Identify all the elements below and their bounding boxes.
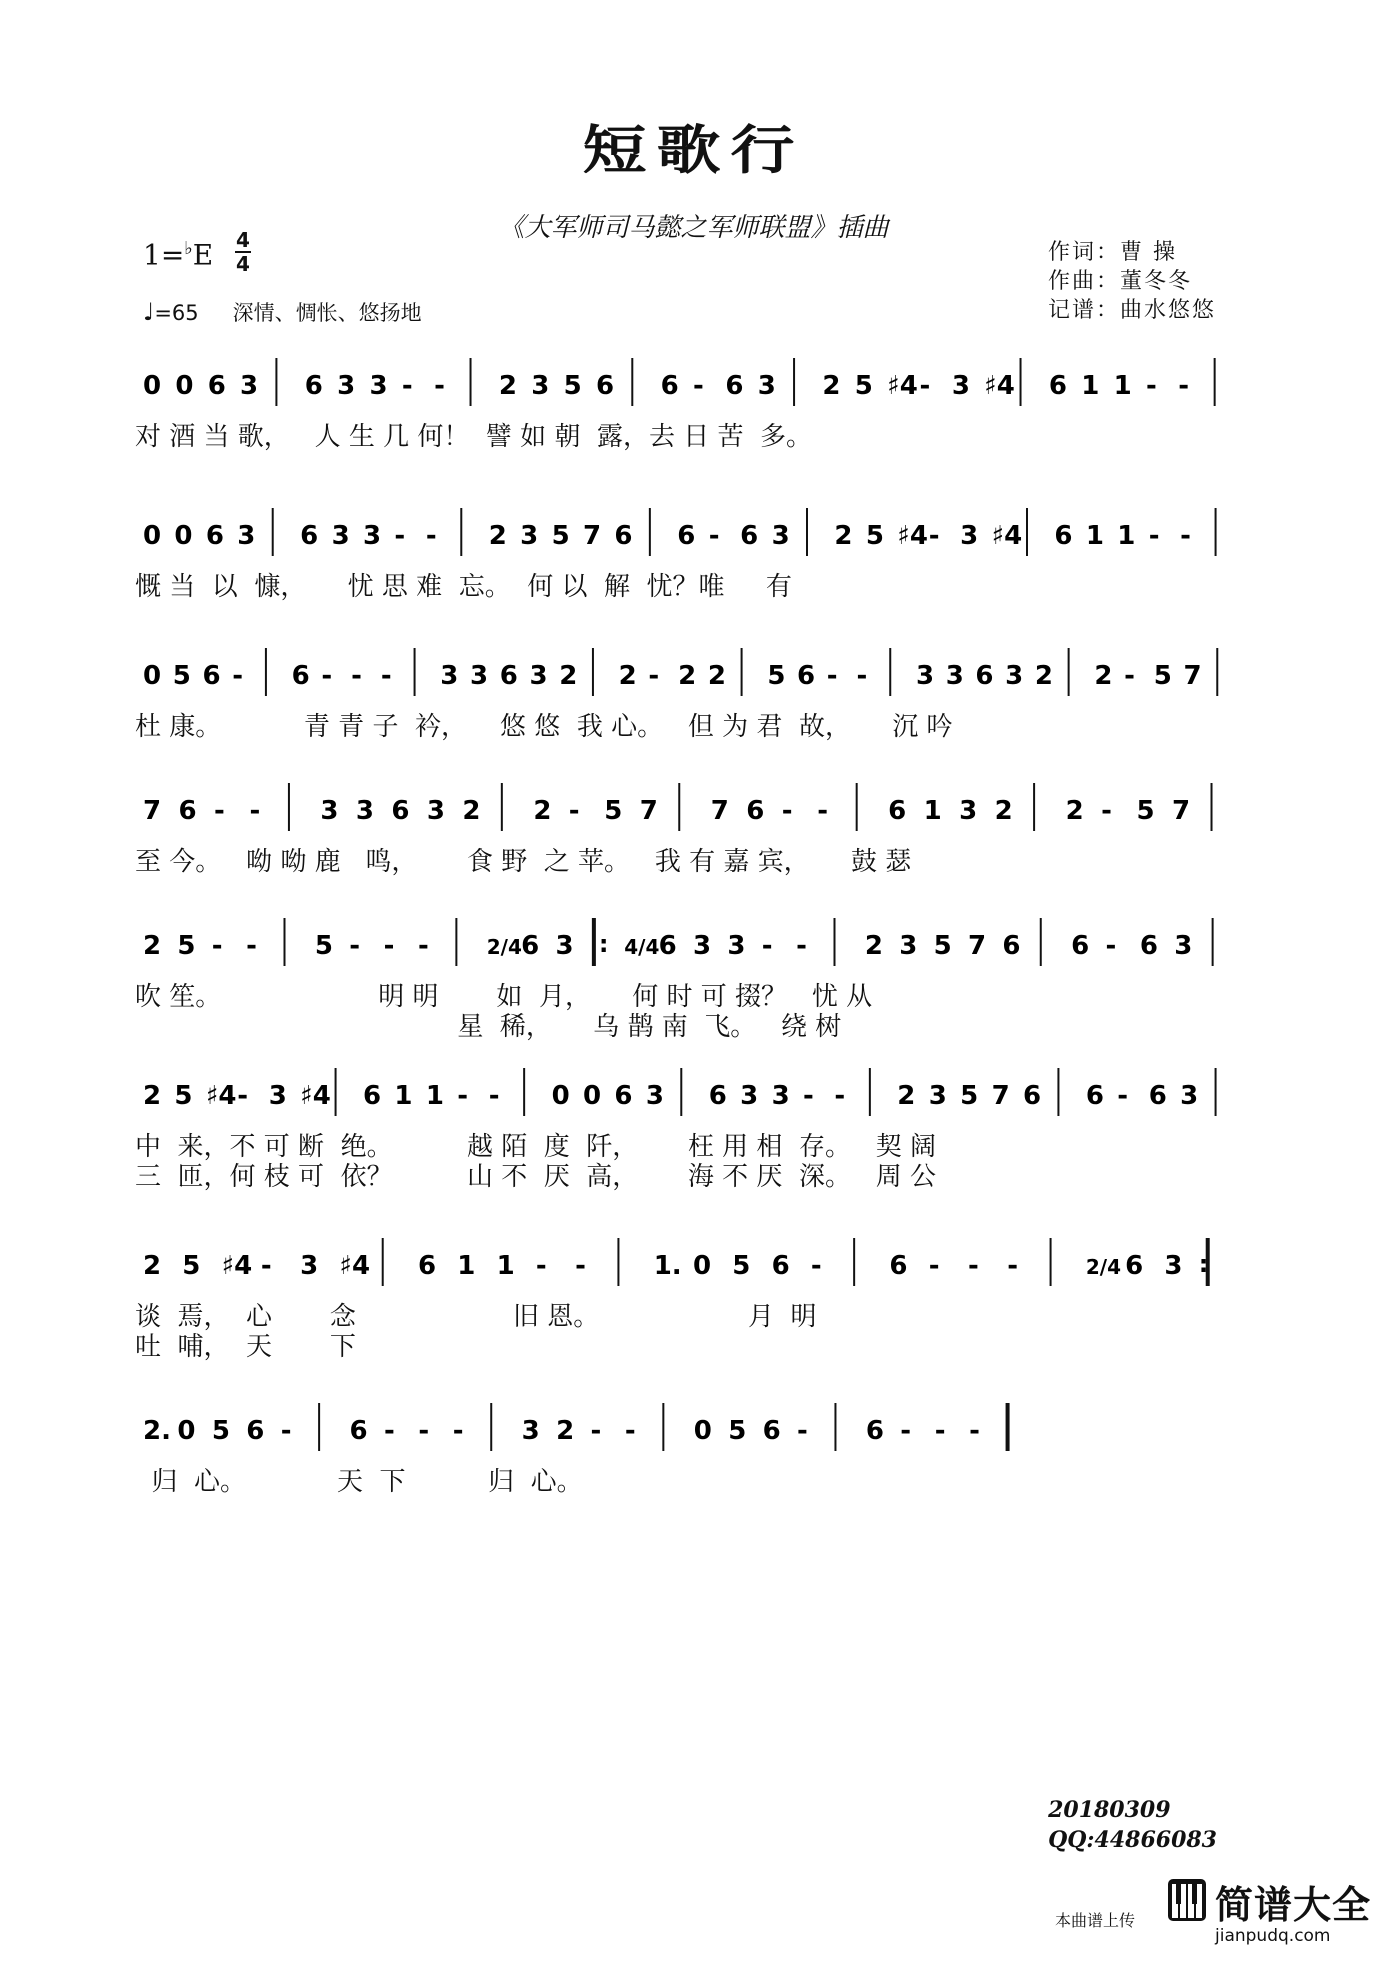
lyric-line: 三 匝，何 枝 可 依？ 山 不 厌 高， 海 不 厌 深。 周 公 [135, 1162, 936, 1192]
note-token: - [394, 521, 406, 551]
note-token: 3 [520, 521, 539, 551]
note-token: 6 [1048, 371, 1067, 401]
note-token: 3 [959, 796, 978, 826]
note-token: 3 [951, 371, 970, 401]
note-token: ♯4 [300, 1081, 331, 1111]
note-token: - [425, 521, 437, 551]
tempo-marking [143, 297, 422, 327]
note-token: - [708, 521, 720, 551]
tempo-value: =65 [154, 301, 199, 325]
note-token: 3 [331, 521, 350, 551]
key-prefix: 1= [143, 238, 185, 272]
note-token: 3 [771, 521, 790, 551]
flat-sign: ♭ [184, 238, 193, 259]
note-token: 2. [143, 1416, 171, 1446]
note-token: 2 [533, 796, 552, 826]
note-token: 1 [1117, 521, 1136, 551]
note-token: 7 [1172, 796, 1191, 826]
note-token: - [260, 1251, 272, 1281]
note-token: ♯4 [205, 1081, 237, 1111]
note-token: 6 [797, 661, 816, 691]
note-token: 2 [897, 1081, 916, 1111]
note-token: - [418, 931, 429, 961]
note-token: - [535, 1251, 547, 1281]
note-token: 2 [822, 371, 841, 401]
note-token: 1 [496, 1251, 515, 1281]
time-sig-bottom: 4 [236, 252, 250, 276]
note-token: 3 [470, 661, 489, 691]
tempo-mood: 深情、惆怅、悠扬地 [232, 301, 422, 325]
lyric-line: 杜 康。 青 青 子 衿， 悠 悠 我 心。 但 为 君 故， 沉 吟 [135, 712, 953, 742]
note-token: ♯4 [897, 521, 928, 551]
credits [1048, 238, 1216, 325]
note-token: 7 [968, 931, 987, 961]
lyric-line: 星 稀， 乌 鹊 南 飞。 绕 树 [135, 1012, 842, 1042]
note-token: 1 [1081, 371, 1100, 401]
note-token: 2 [707, 661, 726, 691]
song-subtitle: 《大军师司马懿之军师联盟》插曲 [498, 213, 889, 243]
note-token: 5 [854, 371, 873, 401]
note-token: ♯4 [887, 371, 918, 401]
note-token: 2 [1094, 661, 1113, 691]
note-token: 6 [595, 371, 615, 401]
note-token: 5 [174, 1081, 193, 1111]
note-token: - [383, 1416, 395, 1446]
note-token: - [648, 661, 660, 691]
note-token: 3 [899, 931, 918, 961]
note-token: 3 [521, 1416, 540, 1446]
notation-row [135, 910, 1245, 970]
note-token: 3 [426, 796, 445, 826]
key-tonic: E [192, 238, 214, 272]
note-token: - [590, 1416, 602, 1446]
note-token: 6 [1071, 931, 1090, 961]
note-token: 6 [304, 371, 323, 401]
note-token: - [211, 931, 223, 961]
date-stamp: 20180309 [1048, 1797, 1171, 1823]
note-token: - [968, 1251, 979, 1281]
transcriber-credit: 记谱：曲水悠悠 [1048, 298, 1217, 323]
note-token: 6 [207, 371, 226, 401]
note-token: ♯4 [221, 1251, 253, 1281]
note-token: - [575, 1251, 586, 1281]
note-token: 6 [291, 661, 310, 691]
note-token: 4/4 [624, 935, 660, 959]
note-token: - [624, 1416, 636, 1446]
note-token: 1. [653, 1251, 682, 1281]
note-token: 3 [1174, 931, 1193, 961]
note-token: 2/4 [1085, 1255, 1121, 1279]
note-token: - [693, 371, 704, 401]
song-title: 短歌行 [582, 119, 805, 182]
note-token: 1 [425, 1081, 444, 1111]
note-token: 3 [531, 371, 550, 401]
note-token: - [796, 931, 807, 961]
note-token: ♯4 [991, 521, 1023, 551]
note-token: - [568, 796, 580, 826]
quarter-note-icon: ♩ [143, 298, 155, 326]
note-token: 6 [660, 371, 679, 401]
note-token: 6 [391, 796, 410, 826]
note-token: 6 [418, 1251, 437, 1281]
note-token: 2/4 [486, 935, 522, 959]
note-token: 6 [1054, 521, 1073, 551]
note-token: - [1124, 661, 1135, 691]
note-token: 3 [1164, 1251, 1183, 1281]
note-token: 0 [693, 1251, 712, 1281]
note-token: 6 [888, 796, 907, 826]
note-token: 1 [394, 1081, 413, 1111]
notation-row [135, 1060, 1245, 1120]
note-token: 1 [923, 796, 942, 826]
note-token: 6 [363, 1081, 382, 1111]
note-token: 6 [1139, 931, 1158, 961]
note-token: - [761, 931, 773, 961]
notation-row [135, 350, 1245, 410]
score-body [135, 350, 1255, 1650]
notation-row [135, 1395, 1040, 1455]
note-token: 7 [639, 796, 658, 826]
note-token: 5 [563, 371, 582, 401]
note-token: 5 [767, 661, 786, 691]
composer-credit: 作曲：董冬冬 [1048, 269, 1193, 294]
notation-row [135, 500, 1245, 560]
note-token: - [351, 661, 362, 691]
lyric-line: 中 来，不 可 断 绝。 越 陌 度 阡， 枉 用 相 存。 契 阔 [135, 1132, 936, 1162]
note-token: 2 [834, 521, 853, 551]
note-token: 6 [300, 521, 319, 551]
note-token: 3 [320, 796, 339, 826]
notation-row [135, 775, 1245, 835]
note-token: 2 [994, 796, 1013, 826]
note-token: - [383, 931, 395, 961]
note-token: 5 [314, 931, 333, 961]
note-token: 5 [732, 1251, 751, 1281]
note-token: 1 [1085, 521, 1104, 551]
note-token: 2 [1065, 796, 1084, 826]
lyricist-credit: 作词：曹 操 [1048, 240, 1177, 265]
note-token: 5 [604, 796, 623, 826]
notation-row [135, 1230, 1245, 1290]
lyric-line: 吐 哺， 天 下 [135, 1332, 356, 1362]
note-token: 3 [268, 1081, 287, 1111]
note-token: 6 [178, 796, 197, 826]
note-token: 2 [143, 1081, 162, 1111]
note-token: - [488, 1081, 500, 1111]
note-token: - [213, 796, 225, 826]
note-token: 6 [614, 1081, 633, 1111]
note-token: 7 [143, 796, 162, 826]
note-token: 2 [498, 371, 517, 401]
note-token: - [1148, 521, 1160, 551]
note-token: - [1101, 796, 1112, 826]
note-token: 0 [143, 521, 162, 551]
note-token: - [452, 1416, 464, 1446]
note-token: 3 [237, 521, 256, 551]
note-token: - [928, 521, 940, 551]
note-token: - [246, 931, 257, 961]
note-token: 6 [975, 661, 994, 691]
note-token: - [919, 371, 931, 401]
note-token: 2 [618, 661, 637, 691]
note-token: 2 [556, 1416, 575, 1446]
note-token: 1 [457, 1251, 476, 1281]
repeat-dots: : [598, 930, 609, 958]
note-token: - [934, 1416, 946, 1446]
note-token: ♯4 [339, 1251, 371, 1281]
note-token: - [401, 371, 413, 401]
note-token: - [1105, 931, 1117, 961]
footer-info [1048, 1795, 1217, 1855]
note-token: 5 [211, 1416, 230, 1446]
note-token: - [380, 661, 392, 691]
note-token: 6 [889, 1251, 908, 1281]
note-token: 6 [865, 1416, 884, 1446]
note-token: 0 [551, 1081, 570, 1111]
note-token: 3 [240, 371, 259, 401]
notation-row [135, 640, 1245, 700]
note-token: - [321, 661, 333, 691]
note-token: 2 [143, 1251, 162, 1281]
note-token: - [349, 931, 361, 961]
note-token: 6 [771, 1251, 790, 1281]
note-token: 2 [678, 661, 697, 691]
note-token: 3 [440, 661, 459, 691]
note-token: - [249, 796, 261, 826]
note-token: 3 [757, 371, 776, 401]
note-token: 6 [746, 796, 765, 826]
note-token: 3 [771, 1081, 790, 1111]
note-token: 6 [1002, 931, 1021, 961]
note-token: 3 [529, 661, 548, 691]
note-token: 6 [740, 521, 759, 551]
note-token: 6 [762, 1416, 781, 1446]
note-token: 5 [933, 931, 952, 961]
note-token: - [1145, 371, 1157, 401]
note-token: 3 [945, 661, 964, 691]
note-token: 3 [337, 371, 356, 401]
note-token: 6 [708, 1081, 727, 1111]
note-token: - [457, 1081, 469, 1111]
note-token: 0 [175, 371, 194, 401]
time-signature [235, 230, 251, 274]
note-token: - [232, 661, 243, 691]
note-token: - [237, 1081, 249, 1111]
note-token: - [810, 1251, 822, 1281]
qq-contact: QQ:44866083 [1048, 1827, 1217, 1853]
watermark-brand: 简谱大全 [1215, 1883, 1372, 1927]
note-token: 6 [205, 521, 224, 551]
site-watermark [1055, 1870, 1387, 1963]
note-token: 6 [614, 521, 633, 551]
note-token: 3 [645, 1081, 664, 1111]
note-token: 3 [1180, 1081, 1199, 1111]
note-token: 0 [143, 371, 162, 401]
note-token: 7 [1183, 661, 1202, 691]
note-token: 6 [1085, 1081, 1104, 1111]
lyric-line: 吹 笙。 明 明 如 月， 何 时 可 掇？ 忧 从 [135, 982, 873, 1012]
note-token: 6 [499, 661, 518, 691]
note-token: 5 [177, 931, 196, 961]
lyric-line: 归 心。 天 下 归 心。 [135, 1467, 583, 1497]
note-token: - [1007, 1251, 1019, 1281]
note-token: 3 [369, 371, 388, 401]
note-token: 6 [1125, 1251, 1144, 1281]
note-token: 3 [555, 931, 574, 961]
note-token: 6 [1148, 1081, 1167, 1111]
lyric-line: 慨 当 以 慷， 忧 思 难 忘。 何 以 解 忧？唯 有 [135, 572, 792, 602]
note-token: 3 [915, 661, 935, 691]
note-token: 2 [1034, 661, 1053, 691]
note-token: - [418, 1416, 430, 1446]
repeat-dots: : [1198, 1250, 1209, 1278]
note-token: 3 [727, 931, 746, 961]
time-sig-top: 4 [236, 228, 250, 252]
note-token: 3 [960, 521, 979, 551]
note-token: - [817, 796, 828, 826]
note-token: 5 [728, 1416, 747, 1446]
note-token: 0 [177, 1416, 196, 1446]
note-token: 5 [960, 1081, 979, 1111]
note-token: - [797, 1416, 808, 1446]
note-token: - [1178, 371, 1190, 401]
note-token: 0 [583, 1081, 602, 1111]
note-token: - [803, 1081, 814, 1111]
note-token: 6 [725, 371, 744, 401]
note-token: 7 [991, 1081, 1010, 1111]
note-token: 3 [355, 796, 374, 826]
note-token: 3 [693, 931, 712, 961]
note-token: 1 [1113, 371, 1132, 401]
note-token: 6 [658, 931, 677, 961]
watermark-url: jianpudq.com [1215, 1926, 1331, 1946]
note-token: 6 [202, 661, 221, 691]
note-token: - [834, 1081, 846, 1111]
note-token: - [826, 661, 838, 691]
note-token: 0 [693, 1416, 712, 1446]
lyric-line: 谈 焉， 心 念 旧 恩。 月 明 [135, 1302, 817, 1332]
piano-logo-icon [1167, 1878, 1207, 1922]
note-token: 5 [1153, 661, 1172, 691]
lyric-line: 对 酒 当 歌， 人 生 几 何！ 譬 如 朝 露，去 日 苦 多。 [135, 422, 813, 452]
note-token: 2 [864, 931, 883, 961]
note-token: 5 [865, 521, 884, 551]
note-token: 0 [174, 521, 193, 551]
note-token: - [434, 371, 445, 401]
note-token: 3 [300, 1251, 319, 1281]
note-token: - [280, 1416, 292, 1446]
note-token: 5 [551, 521, 570, 551]
note-token: 2 [559, 661, 578, 691]
note-token: - [928, 1251, 940, 1281]
note-token: 2 [143, 931, 162, 961]
note-token: ♯4 [984, 371, 1015, 401]
note-token: 7 [710, 796, 729, 826]
note-token: 5 [182, 1251, 201, 1281]
note-token: 2 [462, 796, 481, 826]
note-token: - [781, 796, 793, 826]
upload-note: 本曲谱上传 [1055, 1911, 1136, 1930]
note-token: 7 [583, 521, 602, 551]
note-token: 6 [246, 1416, 265, 1446]
key-signature [143, 238, 213, 271]
note-token: 6 [521, 931, 540, 961]
note-token: 6 [1023, 1081, 1042, 1111]
note-token: 2 [488, 521, 507, 551]
note-token: 5 [172, 661, 191, 691]
note-token: 3 [740, 1081, 759, 1111]
note-token: - [856, 661, 868, 691]
lyric-line: 至 今。 呦 呦 鹿 鸣， 食 野 之 苹。 我 有 嘉 宾， 鼓 瑟 [135, 847, 912, 877]
note-token: - [969, 1416, 980, 1446]
note-token: - [1180, 521, 1191, 551]
note-token: 6 [349, 1416, 368, 1446]
note-token: 0 [143, 661, 162, 691]
note-token: - [1117, 1081, 1129, 1111]
note-token: 3 [1005, 661, 1024, 691]
note-token: 6 [677, 521, 696, 551]
note-token: 3 [363, 521, 382, 551]
note-token: 3 [928, 1081, 947, 1111]
note-token: 5 [1136, 796, 1155, 826]
note-token: - [900, 1416, 912, 1446]
